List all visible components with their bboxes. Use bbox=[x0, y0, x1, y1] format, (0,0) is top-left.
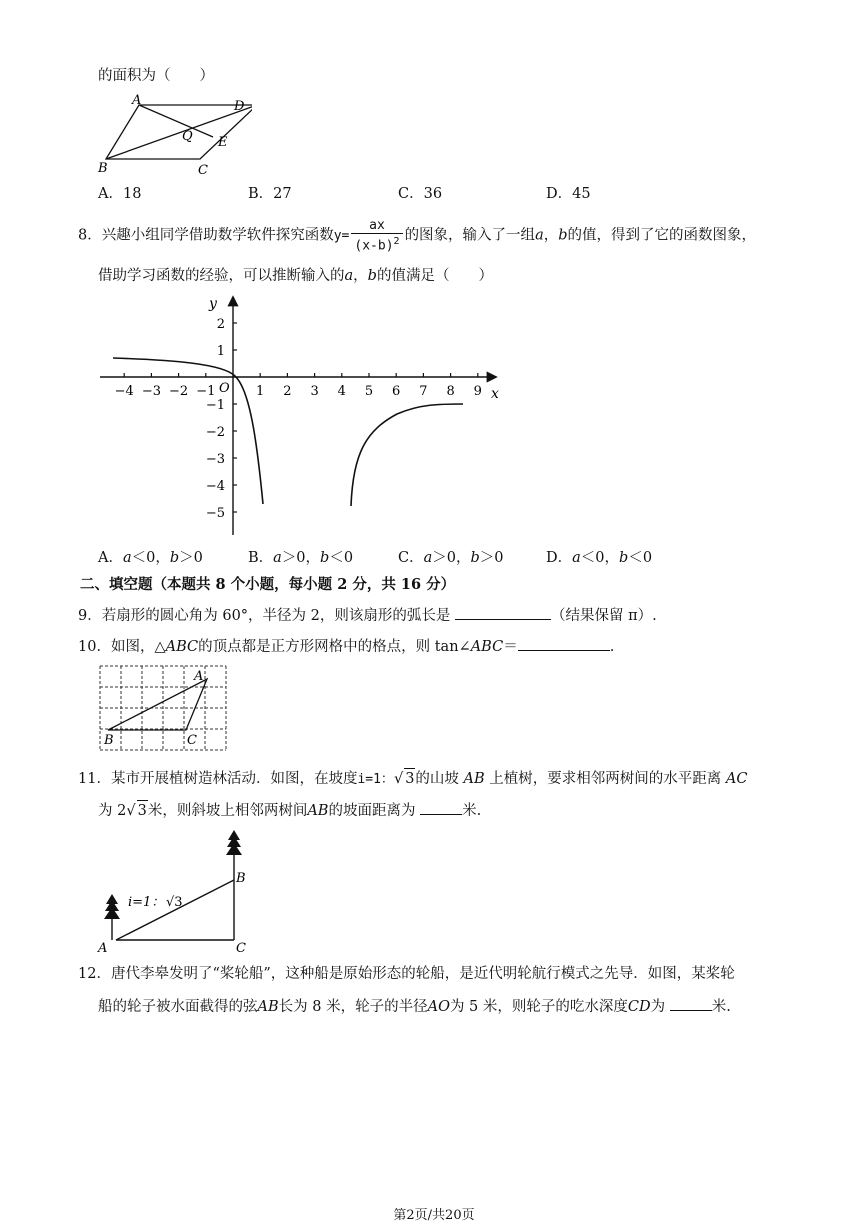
q8-x-tick-label: 8 bbox=[446, 384, 455, 399]
q11-line1 bbox=[78, 768, 747, 790]
q10-label-c: C bbox=[187, 733, 197, 748]
q8-func-numerator: ax bbox=[351, 218, 402, 234]
q8-y-tick-label: −3 bbox=[205, 452, 225, 467]
q11-ac: AC bbox=[725, 771, 748, 787]
q8-y-tick-label: 2 bbox=[216, 317, 225, 332]
q8-option-a: A．a＜0，b＞0 bbox=[98, 550, 203, 566]
q7-label-c: C bbox=[198, 163, 208, 178]
q11-ab-2: AB bbox=[307, 803, 329, 819]
q11-slope: i=1： bbox=[357, 772, 394, 787]
q10-label-b: B bbox=[104, 733, 114, 748]
q8-origin-label: O bbox=[219, 381, 230, 396]
q8-line2 bbox=[98, 266, 493, 286]
q11-sqrt-symbol-2: √ bbox=[126, 803, 136, 819]
q7-label-q: Q bbox=[182, 129, 193, 144]
q7-label-e: E bbox=[218, 135, 228, 150]
q12-number: 12． bbox=[78, 966, 111, 982]
q8-y-tick-label: 1 bbox=[216, 344, 225, 359]
q8-y-tick-label: −1 bbox=[205, 398, 225, 413]
q8-y-label: y bbox=[209, 296, 217, 312]
q8-text-2b: 的值满足（ ） bbox=[376, 268, 493, 284]
q9-text bbox=[78, 605, 657, 626]
q8-var-a: a bbox=[535, 227, 544, 244]
q8-text-1b: 的图象，输入了一组 bbox=[404, 227, 536, 244]
q12-text-2d: 为 bbox=[650, 999, 666, 1015]
q9-text-a: 若扇形的圆心角为 60°，半径为 2，则该扇形的弧长是 bbox=[101, 608, 451, 624]
q8-comma-2: ， bbox=[353, 268, 368, 284]
q11-text-2b: 米，则斜坡上相邻两树间 bbox=[147, 803, 308, 819]
q8-text-1a: 兴趣小组同学借助数学软件探究函数 bbox=[101, 227, 334, 244]
q11-fig-sqrt3: √3 bbox=[166, 895, 183, 910]
q8-y-tick-label: −4 bbox=[205, 479, 225, 494]
q10-text-a: 如图，△ bbox=[110, 639, 166, 655]
q10-number: 10． bbox=[78, 639, 111, 655]
q8-func-denominator: (x-b) bbox=[354, 238, 394, 254]
q8-function-fraction bbox=[351, 218, 402, 253]
q11-number: 11． bbox=[78, 771, 111, 787]
q8-option-b: B．a＞0，b＜0 bbox=[248, 550, 354, 566]
q8-number: 8． bbox=[78, 227, 102, 244]
q8-x-tick-label: −4 bbox=[114, 384, 134, 399]
q8-function-graph bbox=[95, 292, 515, 542]
q11-fig-label-b: B bbox=[236, 871, 246, 886]
q8-x-tick-label: 6 bbox=[392, 384, 401, 399]
q8-line1 bbox=[78, 218, 756, 253]
q11-text-1b: 的山坡 bbox=[415, 771, 459, 787]
q12-text-2b: 长为 8 米，轮子的半径 bbox=[278, 999, 428, 1015]
q7-option-c: C．36 bbox=[398, 186, 443, 202]
q8-func-left: y= bbox=[333, 228, 350, 244]
page-footer: 第2页/共20页 bbox=[393, 1208, 475, 1223]
q8-x-tick-label: 1 bbox=[256, 384, 265, 399]
q11-sqrt3-2: 3 bbox=[137, 800, 148, 821]
q8-y-tick-label: −5 bbox=[205, 506, 225, 521]
q12-ao: AO bbox=[427, 999, 450, 1015]
q12-text-2c: 为 5 米，则轮子的吃水深度 bbox=[449, 999, 628, 1015]
q12-text-1: 唐代李皋发明了“桨轮船”，这种船是原始形态的轮船，是近代明轮航行模式之先导．如图，某桨轮 bbox=[110, 966, 735, 982]
q8-x-tick-label: 5 bbox=[364, 384, 374, 399]
q7-label-a: A bbox=[132, 93, 142, 108]
q11-fig-label-a: A bbox=[98, 941, 108, 956]
q8-x-tick-label: −3 bbox=[141, 384, 161, 399]
q11-fig-slope-label: i=1： bbox=[128, 895, 165, 910]
q7-label-d: D bbox=[234, 99, 245, 114]
q8-curve-left bbox=[113, 358, 263, 504]
q11-text-2a: 为 2 bbox=[98, 803, 127, 819]
q8-y-tick-label: −2 bbox=[205, 425, 225, 440]
q12-line2 bbox=[98, 996, 731, 1017]
q9-text-b: （结果保留 π）. bbox=[551, 608, 657, 624]
q7-tail-text: 的面积为（ ） bbox=[98, 68, 214, 84]
q12-ab: AB bbox=[257, 999, 279, 1015]
q10-text-b: 的顶点都是正方形网格中的格点，则 tan∠ bbox=[198, 639, 471, 655]
q8-var-b: b bbox=[558, 227, 568, 244]
q8-option-d: D．a＜0，b＜0 bbox=[546, 550, 653, 566]
q11-text-1c: 上植树，要求相邻两树间的水平距离 bbox=[489, 771, 722, 787]
q11-ab: AB bbox=[463, 771, 485, 787]
q10-period: . bbox=[609, 639, 615, 655]
q10-grid-figure bbox=[96, 664, 232, 752]
q8-func-exponent: 2 bbox=[393, 236, 400, 247]
q10-text bbox=[78, 636, 614, 657]
q8-var-b-2: b bbox=[367, 268, 377, 284]
q11-line2 bbox=[98, 800, 481, 821]
q12-line1 bbox=[78, 964, 735, 984]
q11-text-1a: 某市开展植树造林活动．如图，在坡度 bbox=[110, 771, 358, 787]
q7-label-b: B bbox=[98, 161, 108, 176]
q8-x-tick-label: −1 bbox=[196, 384, 216, 399]
section-2-title: 二、填空题（本题共 8 个小题，每小题 2 分，共 16 分） bbox=[80, 576, 456, 593]
q8-var-a-2: a bbox=[344, 268, 354, 284]
q10-answer-blank[interactable] bbox=[518, 636, 610, 651]
q7-option-d: D．45 bbox=[546, 186, 591, 202]
q8-x-tick-label: 2 bbox=[283, 384, 292, 399]
q8-x-tick-label: 9 bbox=[473, 384, 482, 399]
q10-text-c: ＝ bbox=[503, 639, 518, 655]
tree-icon bbox=[226, 830, 242, 868]
q11-sqrt3: 3 bbox=[404, 768, 415, 789]
q8-curve-right bbox=[351, 404, 463, 506]
q7-option-b: B．27 bbox=[248, 186, 292, 202]
q12-text-2a: 船的轮子被水面截得的弦 bbox=[98, 999, 258, 1015]
q10-abc-2: ABC bbox=[470, 639, 504, 655]
q8-option-c: C．a＞0，b＞0 bbox=[398, 550, 504, 566]
q11-sqrt-symbol: √ bbox=[393, 771, 404, 787]
q11-answer-blank[interactable] bbox=[420, 800, 462, 815]
q12-answer-blank[interactable] bbox=[670, 996, 712, 1011]
q7-parallelogram-figure bbox=[92, 92, 252, 178]
q8-text-2a: 借助学习函数的经验，可以推断输入的 bbox=[98, 268, 345, 284]
q8-x-label: x bbox=[491, 386, 499, 402]
q9-number: 9． bbox=[78, 608, 102, 624]
q8-text-1c: 的值，得到了它的函数图象， bbox=[567, 227, 757, 244]
q10-label-a: A bbox=[194, 669, 204, 684]
q8-comma: ， bbox=[543, 227, 559, 244]
q8-x-tick-label: 7 bbox=[419, 384, 428, 399]
q8-x-tick-label: −2 bbox=[169, 384, 189, 399]
q8-x-tick-label: 4 bbox=[337, 384, 346, 399]
q8-x-tick-label: 3 bbox=[310, 384, 319, 399]
q11-text-2d: 米. bbox=[462, 803, 482, 819]
q11-text-2c: 的坡面距离为 bbox=[328, 803, 416, 819]
q12-text-2e: 米. bbox=[711, 999, 731, 1015]
q12-cd: CD bbox=[627, 999, 651, 1015]
q11-slope-figure bbox=[94, 828, 264, 958]
q11-fig-label-c: C bbox=[236, 941, 246, 956]
q10-abc: ABC bbox=[165, 639, 199, 655]
q9-answer-blank[interactable] bbox=[455, 605, 551, 620]
q7-option-a: A．18 bbox=[98, 186, 142, 202]
tree-icon-2 bbox=[104, 894, 120, 940]
